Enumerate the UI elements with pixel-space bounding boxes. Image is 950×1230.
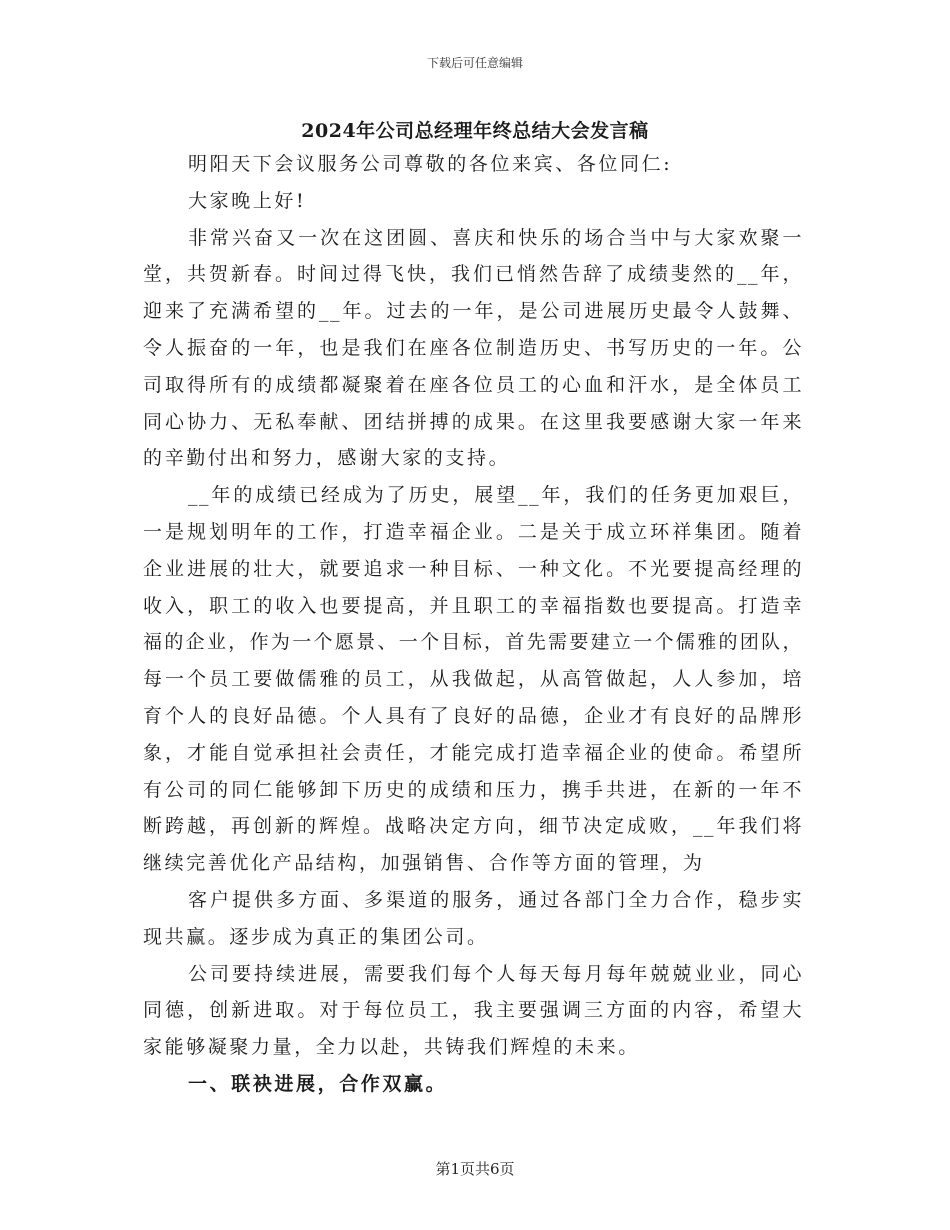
paragraph-line: 象，才能自觉承担社会责任，才能完成打造幸福企业的使命。希望所 (143, 741, 803, 764)
paragraph-line: 福的企业，作为一个愿景、一个目标，首先需要建立一个儒雅的团队， (143, 631, 803, 654)
section-heading: 一、联袂进展，合作双赢。 (188, 1072, 448, 1095)
header-note: 下载后可任意编辑 (426, 56, 523, 70)
paragraph-line: 现共赢。逐步成为真正的集团公司。 (143, 925, 489, 948)
document-body (143, 146, 803, 1103)
paragraph-line: 同德，创新进取。对于每位员工，我主要强调三方面的内容，希望大 (143, 999, 803, 1022)
document-title: 2024年公司总经理年终总结大会发言稿 (301, 120, 649, 142)
paragraph-line: 继续完善优化产品结构，加强销售、合作等方面的管理，为 (143, 852, 705, 875)
paragraph-line: 有公司的同仁能够卸下历史的成绩和压力，携手共进，在新的一年不 (143, 778, 803, 801)
paragraph-line: 非常兴奋又一次在这团圆、喜庆和快乐的场合当中与大家欢聚一 (188, 226, 803, 249)
paragraph-line: __年的成绩已经成为了历史，展望__年，我们的任务更加艰巨， (188, 484, 803, 507)
paragraph-line: 断跨越，再创新的辉煌。战略决定方向，细节决定成败，__年我们将 (143, 815, 803, 838)
paragraph-line: 迎来了充满希望的__年。过去的一年，是公司进展历史最令人鼓舞、 (143, 300, 803, 323)
greeting: 大家晚上好! (188, 189, 307, 212)
paragraph-line: 育个人的良好品德。个人具有了良好的品德，企业才有良好的品牌形 (143, 704, 803, 727)
paragraph-line: 司取得所有的成绩都凝聚着在座各位员工的心血和汗水，是全体员工 (143, 373, 803, 396)
paragraph-line: 一是规划明年的工作，打造幸福企业。二是关于成立环祥集团。随着 (143, 520, 803, 543)
paragraph-line: 家能够凝聚力量，全力以赴，共铸我们辉煌的未来。 (143, 1036, 640, 1059)
paragraph-line: 企业进展的壮大，就要追求一种目标、一种文化。不光要提高经理的 (143, 557, 803, 580)
paragraph-line: 的辛勤付出和努力，感谢大家的支持。 (143, 447, 511, 470)
paragraph-line: 堂，共贺新春。时间过得飞快，我们已悄然告辞了成绩斐然的__年， (143, 263, 803, 286)
paragraph-line: 收入，职工的收入也要提高，并且职工的幸福指数也要提高。打造幸 (143, 594, 803, 617)
paragraph-line: 客户提供多方面、多渠道的服务，通过各部门全力合作，稳步实 (188, 888, 803, 911)
paragraph-line: 令人振奋的一年，也是我们在座各位制造历史、书写历史的一年。公 (143, 336, 803, 359)
paragraph-line: 同心协力、无私奉献、团结拼搏的成果。在这里我要感谢大家一年来 (143, 410, 803, 433)
salutation: 明阳天下会议服务公司尊敬的各位来宾、各位同仁: (188, 153, 673, 175)
page-footer: 第1页共6页 (435, 1160, 515, 1178)
paragraph-line: 每一个员工要做儒雅的员工，从我做起，从高管做起，人人参加，培 (143, 668, 803, 691)
paragraph-line: 公司要持续进展，需要我们每个人每天每月每年兢兢业业，同心 (188, 962, 803, 985)
